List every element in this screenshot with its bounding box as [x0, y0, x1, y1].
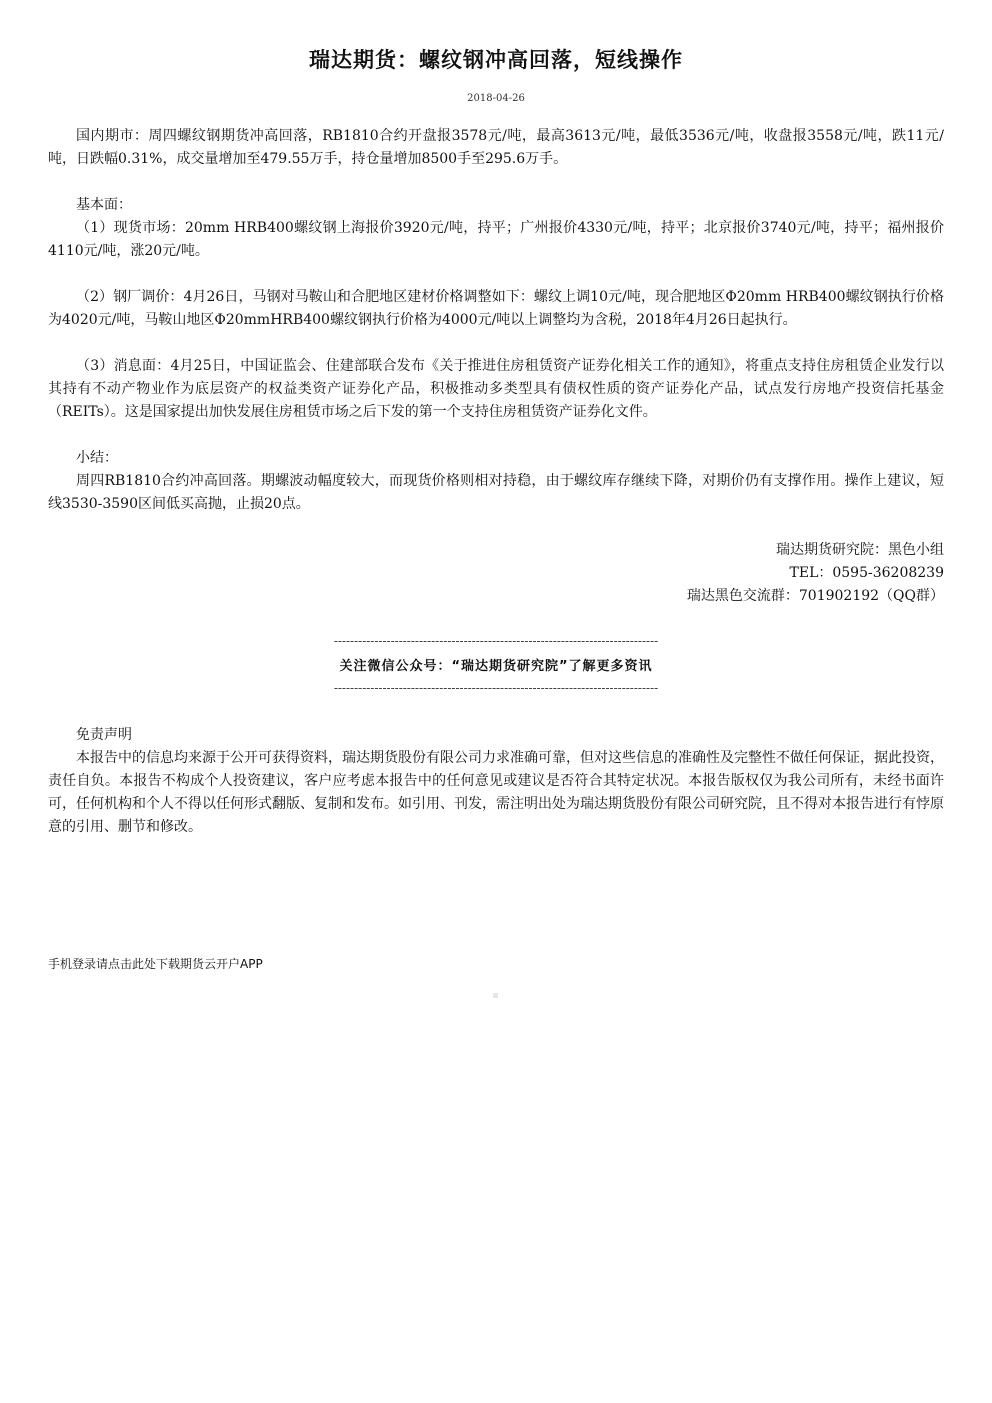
- signature-qq: 瑞达黑色交流群：701902192（QQ群）: [686, 588, 944, 604]
- mill-paragraph: （2）钢厂调价：4月26日，马钢对马鞍山和合肥地区建材价格调整如下：螺纹上调10元/吨，现合肥地区Φ20mm HRB400螺纹钢执行价格为4020元/吨，马鞍山地区Φ20mmHRB400螺纹钢执行价格为4000元/吨以上调整均为含税，2018年4月26日起执行。: [48, 289, 944, 328]
- disclaimer-heading: 免责声明: [76, 727, 132, 743]
- disclaimer-text: 本报告中的信息均来源于公开可获得资料，瑞达期货股份有限公司力求准确可靠，但对这些信息的准确性及完整性不做任何保证，据此投资，责任自负。本报告不构成个人投资建议，客户应考虑本报告中的任何意见或建议是否符合其特定状况。本报告版权仅为我公司所有，未经书面许可，任何机构和个人不得以任何形式翻版、复制和发布。如引用、刊发，需注明出处为瑞达期货股份有限公司研究院，且不得对本报告进行有悖原意的引用、删节和修改。: [48, 750, 944, 835]
- decorative-dot: [493, 993, 498, 998]
- divider-top: --------------------------------------------------------------------------------: [333, 634, 659, 648]
- summary-paragraph: 周四RB1810合约冲高回落。期螺波动幅度较大，而现货价格则相对持稳，由于螺纹库存继续下降，对期价仍有支撑作用。操作上建议，短线3530-3590区间低买高抛，止损20点。: [48, 473, 944, 512]
- report-body: [48, 125, 944, 516]
- report-title: 瑞达期货：螺纹钢冲高回落，短线操作: [309, 48, 683, 72]
- news-paragraph: （3）消息面：4月25日，中国证监会、住建部联合发布《关于推进住房租赁资产证券化相关工作的通知》，将重点支持住房租赁企业发行以其持有不动产物业作为底层资产的权益类资产证券化产品，积极推动多类型具有债权性质的资产证券化产品，试点发行房地产投资信托基金（REITs）。这是国家提出加快发展住房租赁市场之后下发的第一个支持住房租赁资产证券化文件。: [48, 358, 944, 420]
- disclaimer-block: [48, 724, 944, 839]
- wechat-follow-text: 关注微信公众号：“瑞达期货研究院”了解更多资讯: [339, 659, 653, 674]
- market-paragraph: 国内期市：周四螺纹钢期货冲高回落，RB1810合约开盘报3578元/吨，最高3613元/吨，最低3536元/吨，收盘报3558元/吨，跌11元/吨，日跌幅0.31%，成交量增加至479.55万手，持仓量增加8500手至295.6万手。: [48, 128, 944, 167]
- app-download-link[interactable]: 手机登录请点击此处下载期货云开户APP: [48, 957, 263, 971]
- divider-bottom: --------------------------------------------------------------------------------: [333, 681, 659, 695]
- spot-paragraph: （1）现货市场：20mm HRB400螺纹钢上海报价3920元/吨，持平；广州报价4330元/吨，持平；北京报价3740元/吨，持平；福州报价4110元/吨，涨20元/吨。: [48, 220, 944, 259]
- signature-team: 瑞达期货研究院：黑色小组: [776, 542, 944, 558]
- fundamentals-heading: 基本面：: [76, 197, 132, 213]
- signature-block: [687, 539, 944, 608]
- signature-tel: TEL：0595-36208239: [789, 565, 944, 581]
- summary-heading: 小结：: [76, 450, 118, 466]
- report-date: 2018-04-26: [467, 93, 525, 104]
